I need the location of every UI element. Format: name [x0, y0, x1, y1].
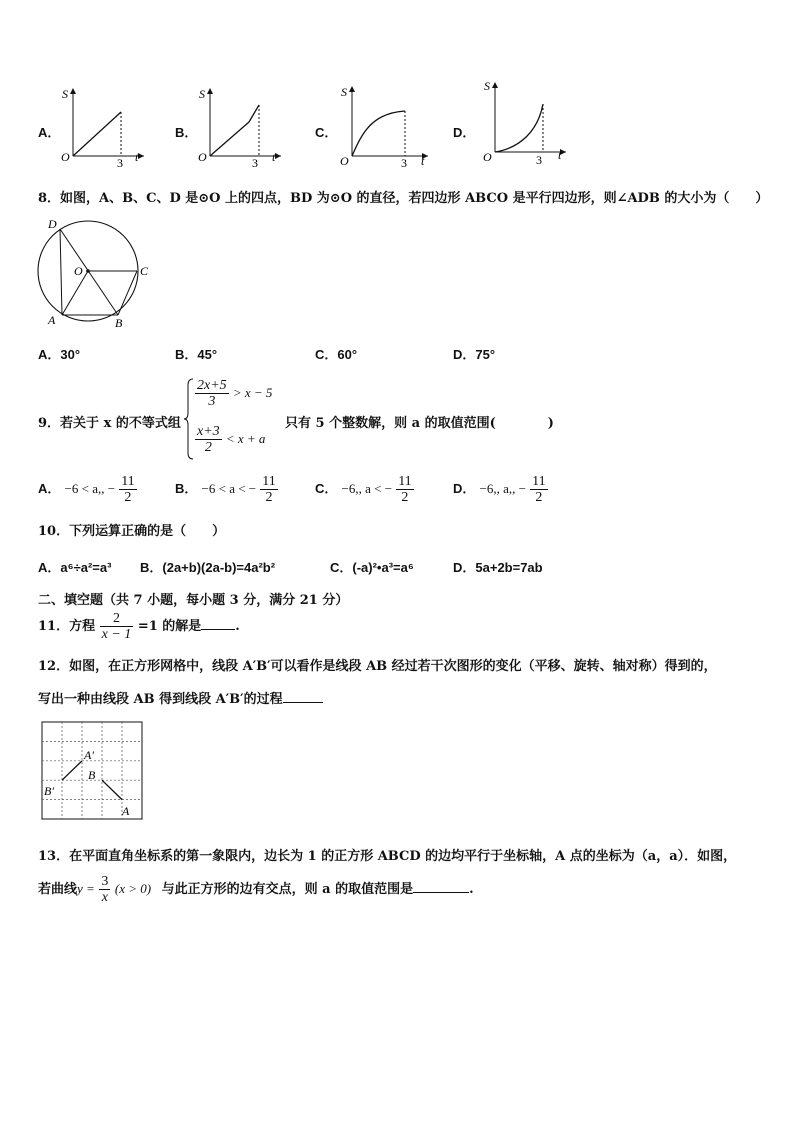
graph-c-t: t [421, 154, 425, 168]
q9-ineq2-num: x+3 [197, 424, 220, 439]
q13-suffix: 与此正方形的边有交点，则 a 的取值范围是 [161, 882, 414, 897]
section-heading: 二、填空题（共 7 小题，每小题 3 分，满分 21 分） [38, 593, 349, 608]
q10-option-d[interactable]: D．5a+2b=7ab [453, 560, 543, 575]
q9-prefix: 9．若关于 x 的不等式组 [38, 416, 181, 431]
graph-c-origin: O [340, 154, 349, 168]
q10-option-a[interactable]: A．a⁶÷a²=a³ [38, 560, 112, 575]
graph-d-t: t [558, 148, 562, 162]
q9-brace [183, 377, 195, 461]
q9-inequality-2 [195, 424, 265, 455]
q11 [38, 611, 240, 642]
q12-label-bp: B′ [44, 784, 54, 798]
q13-y: y = [77, 881, 95, 896]
q8-option-d[interactable]: D．75° [453, 347, 496, 362]
q8-label-c: C [140, 264, 149, 278]
q11-suffix: =1 的解是 [137, 619, 202, 634]
q13-answer-blank[interactable] [413, 892, 469, 893]
q13-num: 3 [101, 874, 109, 889]
q8-option-a[interactable]: A．30° [38, 347, 81, 362]
q9-inequality-1 [195, 378, 272, 409]
graph-a [58, 80, 148, 168]
q11-num: 2 [100, 611, 134, 627]
q8-option-c[interactable]: C．60° [315, 347, 358, 362]
q11-end: . [235, 619, 240, 634]
graph-b-s: S [199, 87, 205, 101]
q9-option-b[interactable]: B． −6 < a < − $\frac{11}{2}$ [175, 474, 276, 505]
graph-d-s: S [484, 79, 490, 93]
graph-b [195, 80, 285, 168]
graph-c-s: S [341, 85, 347, 99]
graph-b-origin: O [198, 150, 207, 164]
q9-option-a[interactable]: A． −6 < a,, − $\frac{11}{2}$ [38, 474, 135, 505]
q13-line2 [38, 874, 474, 905]
q10-stem: 10．下列运算正确的是（ ） [38, 524, 226, 539]
q12-label-a: A [122, 804, 130, 818]
graph-option-a-label: A． [38, 125, 61, 140]
q8-option-b[interactable]: B．45° [175, 347, 218, 362]
q12-answer-blank[interactable] [283, 702, 323, 703]
q11-den: x − 1 [101, 627, 132, 642]
q12-line2-text: 写出一种由线段 AB 得到线段 A′B′的过程 [38, 692, 283, 707]
q11-prefix: 11．方程 [38, 619, 96, 634]
q9-ineq1-rest: > x − 5 [232, 385, 273, 400]
q10-option-b[interactable]: B．(2a+b)(2a-b)=4a²b² [140, 560, 276, 575]
q12-grid-figure [40, 720, 145, 822]
q13-end: . [469, 882, 474, 897]
graph-d [480, 76, 570, 166]
q9-ineq1-num: 2x+5 [197, 378, 227, 393]
q11-answer-blank[interactable] [201, 629, 235, 630]
graph-d-origin: O [483, 150, 492, 164]
q12-line1: 12．如图，在正方形网格中，线段 A′B′可以看作是线段 AB 经过若干次图形的变化（平移、旋转、轴对称）得到的， [38, 659, 717, 674]
q8-circle-figure [36, 214, 156, 330]
q12-line2 [38, 688, 323, 707]
q13-line1: 13．在平面直角坐标系的第一象限内，边长为 1 的正方形 ABCD 的边均平行于坐标轴，A 点的坐标为（a，a）．如图， [38, 849, 737, 864]
q8-label-a: A [48, 313, 56, 327]
graph-b-t: t [272, 150, 276, 164]
graph-option-c-label: C． [315, 125, 338, 140]
q12-label-ap: A′ [84, 748, 94, 762]
graph-d-tick: 3 [536, 153, 542, 166]
q9-option-d[interactable]: D． −6,, a,, − $\frac{11}{2}$ [453, 474, 546, 505]
graph-option-b-label: B． [175, 125, 198, 140]
q9-ineq1-den: 3 [208, 394, 216, 409]
graph-a-origin: O [61, 150, 70, 164]
q8-label-o: O [74, 264, 83, 278]
graph-a-t: t [135, 150, 139, 164]
q9-ineq2-rest: < x + a [225, 431, 266, 446]
q9-suffix: 只有 5 个整数解，则 a 的取值范围( ) [285, 416, 554, 431]
q13-prefix: 若曲线 [38, 882, 78, 897]
graph-c-tick: 3 [401, 156, 407, 168]
q13-condition: (x > 0) [114, 881, 152, 896]
q8-stem: 8．如图，A、B、C、D 是⊙O 上的四点，BD 为⊙O 的直径，若四边形 ABCO 是平行四边形，则∠ADB 的大小为（ ） [38, 191, 769, 206]
q10-option-c[interactable]: C．(-a)²•a³=a⁶ [330, 560, 414, 575]
graph-a-s: S [62, 87, 68, 101]
q9-ineq2-den: 2 [204, 440, 212, 455]
q12-label-b: B [88, 768, 96, 782]
graph-option-d-label: D． [453, 125, 476, 140]
graph-a-tick: 3 [117, 156, 123, 168]
graph-c [337, 78, 432, 168]
q9-option-c[interactable]: C． −6,, a < − $\frac{11}{2}$ [315, 474, 412, 505]
q13-den: x [101, 890, 108, 905]
q8-label-d: D [48, 217, 57, 231]
graph-b-tick: 3 [252, 156, 258, 168]
q8-label-b: B [115, 316, 123, 330]
